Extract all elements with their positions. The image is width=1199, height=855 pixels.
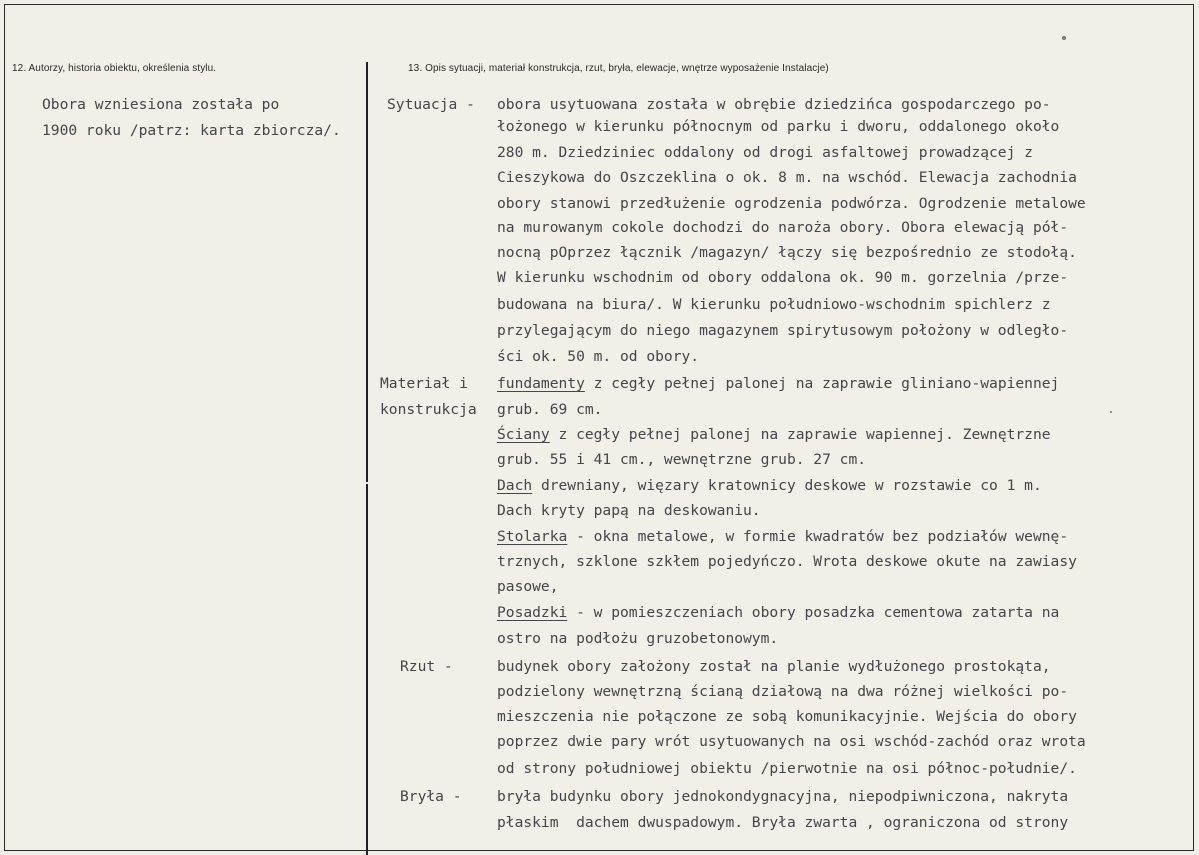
text-line: łożonego w kierunku północnym od parku i dworu, oddalonego około <box>497 118 1060 135</box>
label-bryla: Bryła - <box>400 788 462 805</box>
text-line: mieszczenia nie połączone ze sobą komunikacyjnie. Wejścia do obory <box>497 708 1077 725</box>
text-line: ści ok. 50 m. od obory. <box>497 348 700 365</box>
text-line: ostro na podłożu gruzobetonowym. <box>497 630 779 647</box>
text-line <box>497 477 1042 494</box>
header-col12: 12. Autorzy, historia obiektu, określenia stylu. <box>12 63 217 74</box>
history-line-2: 1900 roku /patrz: karta zbiorcza/. <box>42 122 341 139</box>
term-stolarka: Stolarka <box>497 528 568 545</box>
header-col13: 13. Opis sytuacji, materiał konstrukcja, rzut, bryła, elewacje, wnętrze wyposażenie Instalacje) <box>408 63 829 74</box>
text-line: budynek obory założony został na planie wydłużonego prostokąta, <box>497 658 1051 675</box>
text-line: 280 m. Dziedziniec oddalony od drogi asfaltowej prowadzącej z <box>497 144 1033 161</box>
text-line: grub. 55 i 41 cm., wewnętrzne grub. 27 cm. <box>497 451 867 468</box>
text-segment: - w pomieszczeniach obory posadzka cementowa zatarta na <box>567 604 1060 621</box>
text-line: przylegającym do niego magazynem spirytusowym położony w odległo- <box>497 322 1069 339</box>
label-konstrukcja: konstrukcja <box>380 401 477 418</box>
text-line: Cieszykowa do Oszczeklina o ok. 8 m. na wschód. Elewacja zachodnia <box>497 169 1077 186</box>
column-divider-lower <box>366 484 368 855</box>
text-line: W kierunku wschodnim od obory oddalona ok. 90 m. gorzelnia /prze- <box>497 269 1069 286</box>
term-sciany: Ściany <box>497 426 550 443</box>
column-divider-upper <box>366 62 368 482</box>
text-segment: drewniany, więzary kratownicy deskowe w rozstawie co 1 m. <box>532 477 1042 494</box>
text-line: budowana na biura/. W kierunku południowo-wschodnim spichlerz z <box>497 296 1051 313</box>
text-line: od strony południowej obiektu /pierwotnie na osi północ-południe/. <box>497 760 1077 777</box>
label-sytuacja: Sytuacja - <box>387 96 475 113</box>
label-rzut: Rzut - <box>400 658 453 675</box>
history-line-1: Obora wzniesiona została po <box>42 96 280 113</box>
text-line: grub. 69 cm. <box>497 401 603 418</box>
term-dach: Dach <box>497 477 533 494</box>
text-line <box>497 375 1059 392</box>
text-line: podzielony wewnętrzną ścianą działową na dwa różnej wielkości po- <box>497 683 1069 700</box>
text-line: obora usytuowana została w obrębie dziedzińca gospodarczego po- <box>497 96 1051 113</box>
label-material: Materiał i <box>380 375 468 392</box>
text-segment: z cegły pełnej palonej na zaprawie wapiennej. Zewnętrzne <box>549 426 1051 443</box>
text-segment: - okna metalowe, w formie kwadratów bez podziałów wewnę- <box>567 528 1069 545</box>
term-fundamenty: fundamenty <box>497 375 585 392</box>
text-line: na murowanym cokole dochodzi do naroża obory. Obora elewacją pół- <box>497 219 1069 236</box>
text-segment: z cegły pełnej palonej na zaprawie gliniano-wapiennej <box>584 375 1060 392</box>
text-line: pasowe, <box>497 578 559 595</box>
text-line: trznych, szklone szkłem pojedyńczo. Wrota deskowe okute na zawiasy <box>497 553 1077 570</box>
text-line <box>497 604 1059 621</box>
text-line: Dach kryty papą na deskowaniu. <box>497 502 761 519</box>
text-line: płaskim dachem dwuspadowym. Bryła zwarta , ograniczona od strony <box>497 814 1069 831</box>
term-posadzki: Posadzki <box>497 604 568 621</box>
text-line <box>497 426 1051 443</box>
text-line: poprzez dwie pary wrót usytuowanych na osi wschód-zachód oraz wrota <box>497 733 1086 750</box>
text-line <box>497 528 1068 545</box>
text-line: nocną pOprzez łącznik /magazyn/ łączy się bezpośrednio ze stodołą. <box>497 244 1077 261</box>
paper-speck <box>1110 411 1112 413</box>
text-line: bryła budynku obory jednokondygnacyjna, niepodpiwniczona, nakryta <box>497 788 1069 805</box>
paper-speck <box>1062 36 1066 40</box>
text-line: obory stanowi przedłużenie ogrodzenia podwórza. Ogrodzenie metalowe <box>497 195 1086 212</box>
